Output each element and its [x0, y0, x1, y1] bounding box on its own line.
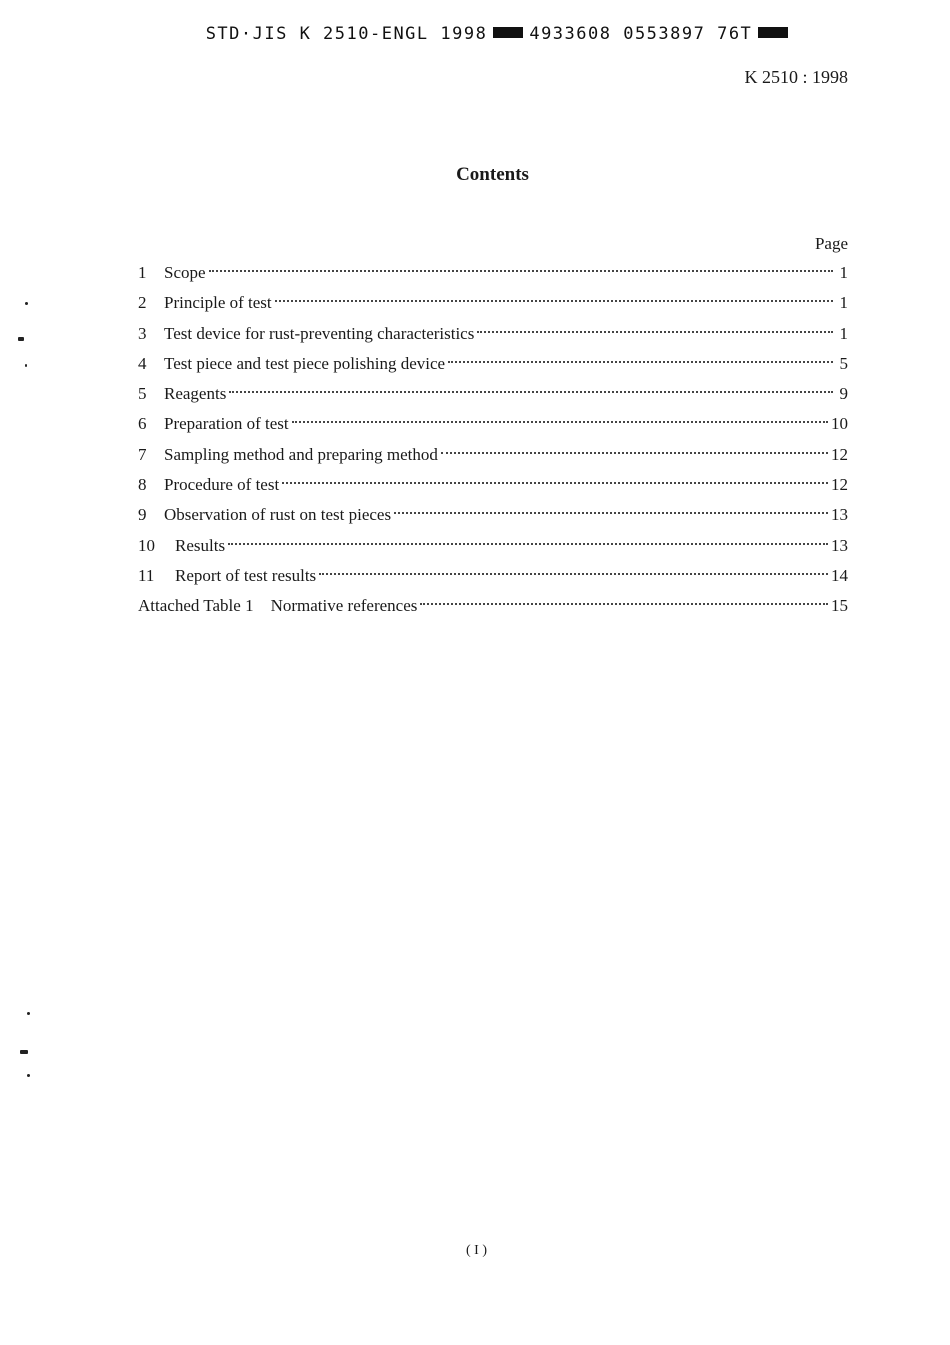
toc-entry[interactable]	[138, 587, 848, 617]
table-of-contents	[138, 254, 848, 618]
toc-number: 3	[138, 323, 147, 343]
toc-page-number: 15	[831, 596, 848, 616]
scan-speck	[27, 1074, 30, 1077]
leader-dots	[420, 583, 828, 605]
toc-number: Attached Table 1	[138, 596, 254, 616]
scan-speck	[27, 1012, 30, 1015]
toc-page-number: 1	[839, 263, 848, 282]
leader-dots	[229, 371, 833, 393]
document-id: K 2510 : 1998	[744, 67, 848, 87]
toc-label: Test device for rust-preventing characteristics	[164, 323, 475, 343]
leader-dots	[477, 311, 833, 333]
scan-speck	[25, 364, 27, 367]
toc-number: 5	[138, 384, 147, 404]
toc-label: Procedure of test	[164, 475, 280, 495]
toc-label: Reagents	[164, 384, 227, 404]
page-column-label: Page	[814, 234, 848, 253]
toc-label: Preparation of test	[164, 414, 289, 434]
scan-speck	[25, 302, 28, 305]
toc-number: 7	[138, 444, 147, 464]
leader-dots	[275, 280, 833, 302]
toc-number: 1	[138, 263, 147, 282]
toc-page-number: 9	[839, 384, 848, 404]
toc-page-number: 1	[839, 323, 848, 343]
footer-page-number: ( I )	[466, 1243, 487, 1258]
toc-number: 9	[138, 505, 147, 525]
toc-page-number: 1	[839, 293, 848, 313]
leader-dots	[209, 250, 833, 272]
header-code-part2: 4933608 0553897 76T	[529, 24, 753, 44]
leader-dots	[228, 523, 828, 545]
toc-label: Scope	[164, 263, 206, 282]
toc-label: Sampling method and preparing method	[164, 444, 438, 464]
page-title: Contents	[456, 164, 529, 185]
leader-dots	[292, 401, 828, 423]
toc-page-number: 5	[839, 353, 848, 373]
toc-label: Principle of test	[164, 293, 272, 313]
leader-dots	[394, 492, 828, 514]
redaction-block	[758, 27, 788, 38]
toc-label: Test piece and test piece polishing device	[164, 353, 446, 373]
leader-dots	[282, 462, 828, 484]
scan-speck	[18, 337, 24, 341]
toc-page-number: 13	[831, 505, 848, 525]
toc-label: Normative references	[270, 596, 418, 616]
toc-label: Report of test results	[175, 565, 317, 585]
toc-label: Observation of rust on test pieces	[164, 505, 392, 525]
toc-page-number: 13	[831, 535, 848, 555]
toc-page-number: 12	[831, 475, 848, 495]
leader-dots	[448, 341, 833, 363]
toc-number: 8	[138, 475, 147, 495]
header-code-part1: STD·JIS K 2510-ENGL 1998	[205, 24, 488, 44]
redaction-block	[493, 27, 523, 38]
leader-dots	[319, 553, 828, 575]
header-code	[0, 24, 950, 44]
leader-dots	[441, 432, 828, 454]
toc-number: 2	[138, 293, 147, 313]
toc-page-number: 10	[831, 414, 848, 434]
toc-number: 10	[138, 535, 155, 555]
toc-page-number: 12	[831, 444, 848, 464]
scan-speck	[20, 1050, 28, 1054]
toc-number: 11	[138, 565, 155, 585]
toc-page-number: 14	[831, 565, 848, 585]
toc-label: Results	[175, 535, 226, 555]
toc-number: 4	[138, 353, 147, 373]
toc-number: 6	[138, 414, 147, 434]
